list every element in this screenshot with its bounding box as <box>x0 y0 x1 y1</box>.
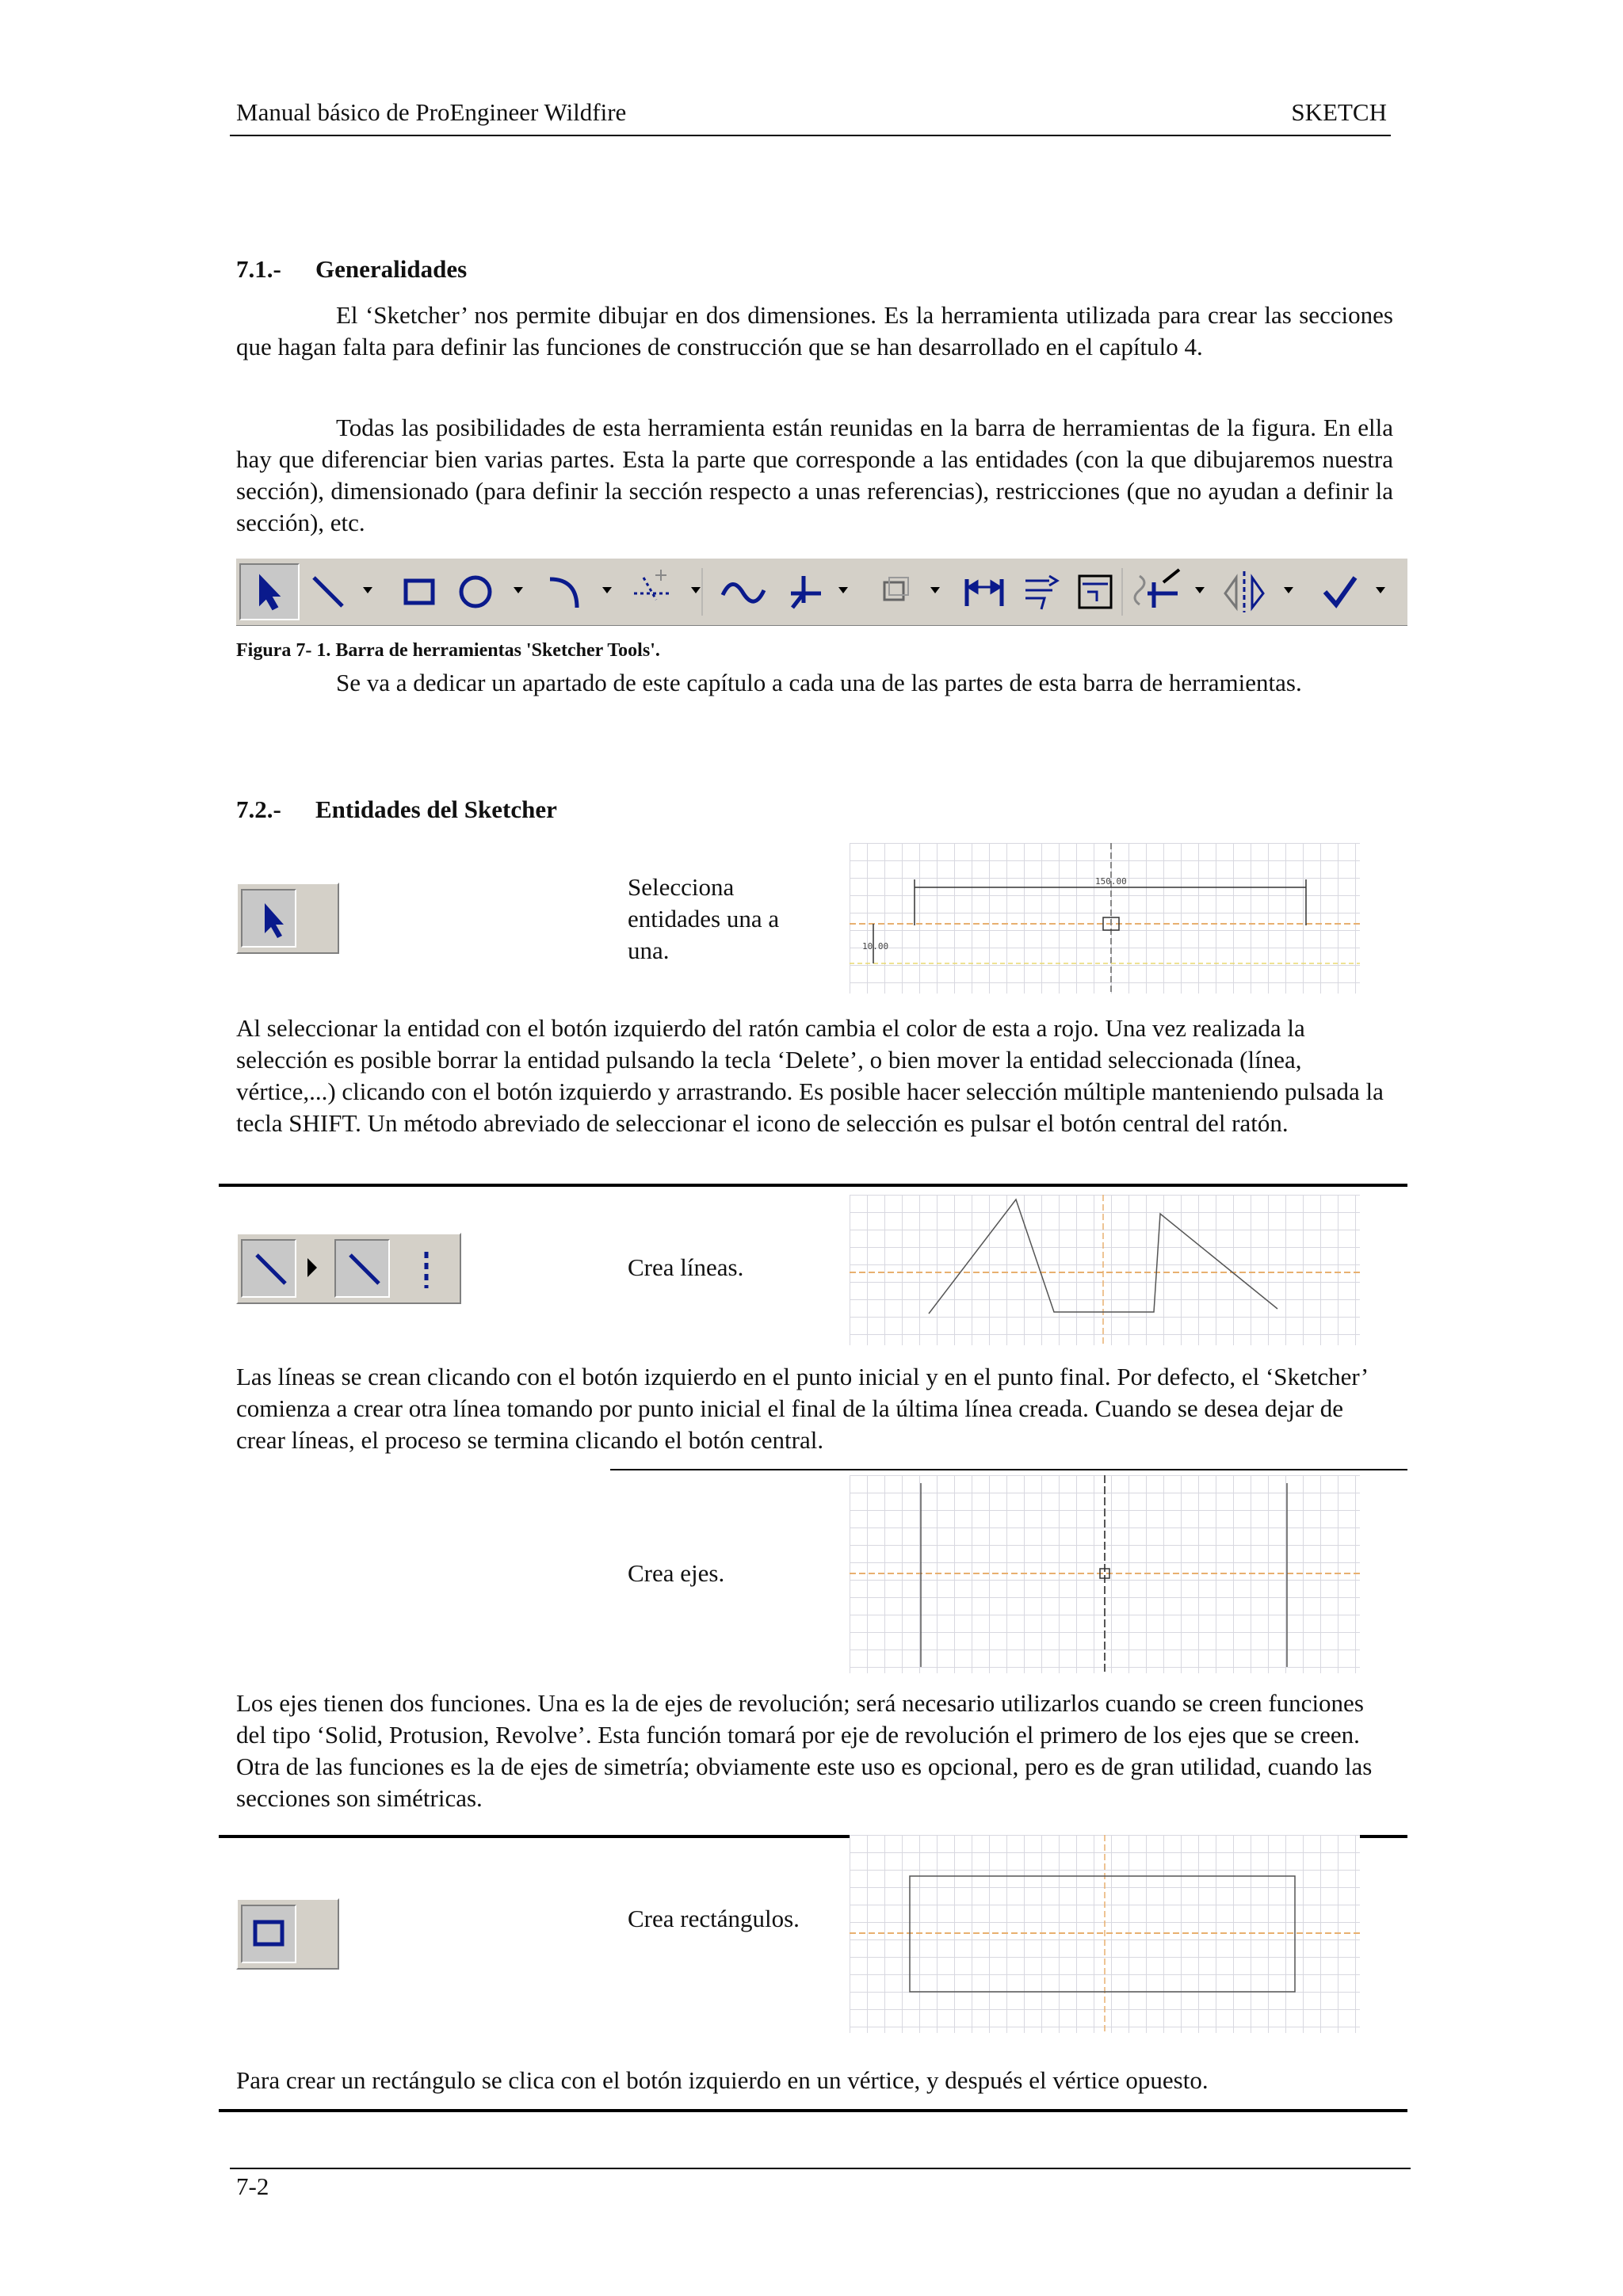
section-7-1-title: Generalidades <box>315 255 468 283</box>
figure-caption: Figura 7- 1. Barra de herramientas 'Sketcher Tools'. <box>236 640 660 661</box>
line-tool-image <box>236 1233 461 1304</box>
dim-150-label: 150.00 <box>1095 876 1127 887</box>
rectangle-tool-image <box>236 1898 339 1970</box>
axis-tool-label: Crea ejes. <box>628 1559 725 1587</box>
mirror-icon[interactable] <box>1225 571 1263 612</box>
section-7-2-title: Entidades del Sketcher <box>315 795 557 823</box>
header-rule <box>230 135 1391 136</box>
circle-icon[interactable] <box>461 578 490 606</box>
line-icon-expanded <box>350 1255 379 1283</box>
select-arrow-icon <box>265 903 284 938</box>
select-tool-description: Al seleccionar la entidad con el botón izquierdo del ratón cambia el color de esta a rojo. Una vez realizada la selección es posible borrar la entidad pulsando la tecla ‘Delete’, o bien mover la entidad seleccionada (línea, vértice,...) clicando con el botón izquierdo y arrastrando. Es posible hacer selección múltiple manteniendo pulsada la tecla SHIFT. Un método abreviado de seleccionar el icono de selección es pulsar el botón central del ratón. <box>236 1014 1384 1137</box>
select-tool-image <box>236 883 339 954</box>
line-tool-description: Las líneas se crean clicando con el botón izquierdo en el punto inicial y en el punto final. Por defecto, el ‘Sketcher’ comienza a crear otra línea tomando por punto inicial el final de la última línea creada. Cuando se desea dejar de crear líneas, el proceso se termina clicando el botón central. <box>236 1363 1367 1454</box>
constraints-icon[interactable] <box>1079 576 1111 608</box>
done-check-icon[interactable] <box>1325 578 1355 605</box>
page-number: 7-2 <box>236 2172 269 2200</box>
paragraph-dedication: Se va a dedicar un apartado de este capítulo a cada una de las partes de esta barra de herramientas. <box>336 669 1302 696</box>
line-icon <box>257 1255 285 1283</box>
divider-4 <box>219 2109 1407 2112</box>
footer-rule <box>230 2168 1411 2169</box>
axis-tool-description: Los ejes tienen dos funciones. Una es la de ejes de revolución; será necesario utilizarlos cuando se creen funciones del tipo ‘Solid, Protusion, Revolve’. Esta función tomará por eje de revolución el primero de los ejes que se creen. Otra de las funciones es la de ejes de simetría; obviamente este uso es opcional, pero es de gran utilidad, cuando las secciones son simétricas. <box>236 1689 1373 1812</box>
sketcher-toolbar <box>236 558 1407 626</box>
header-section: SKETCH <box>1291 98 1387 126</box>
rectangle-sketch-figure <box>850 1835 1360 2033</box>
rectangle-icon <box>255 1922 282 1944</box>
section-7-2-number: 7.2.- <box>236 795 281 823</box>
line-tool-label: Crea líneas. <box>628 1253 744 1281</box>
paragraph-toolbar: Todas las posibilidades de esta herramienta están reunidas en la barra de herramientas de la figura. En ella hay que diferenciar bien varias partes. Esta la parte que corresponde a las entidades (con la que dibujaremos nuestra sección), dimensionado (para definir la sección respecto a unas referencias), restricciones (que no ayudan a definir la sección), etc. <box>236 414 1393 536</box>
spline-icon[interactable] <box>723 584 764 601</box>
header-title: Manual básico de ProEngineer Wildfire <box>236 98 627 126</box>
lines-sketch-figure <box>850 1195 1360 1345</box>
section-7-1-number: 7.1.- <box>236 255 281 283</box>
select-arrow-icon[interactable] <box>260 576 279 609</box>
select-sketch-figure <box>850 843 1360 994</box>
axes-sketch-figure <box>850 1475 1360 1673</box>
dimension-icon[interactable] <box>967 579 1002 606</box>
divider-2 <box>610 1469 1407 1470</box>
rectangle-tool-description: Para crear un rectángulo se clica con el botón izquierdo en un vértice, y después el vértice opuesto. <box>236 2066 1209 2094</box>
modify-icon[interactable] <box>1025 576 1057 609</box>
rectangle-tool-label: Crea rectángulos. <box>628 1905 800 1932</box>
use-edge-icon[interactable] <box>884 578 908 600</box>
paragraph-intro: El ‘Sketcher’ nos permite dibujar en dos dimensiones. Es la herramienta utilizada para crear las secciones que hagan falta para definir las funciones de construcción que se han desarrollado en el capítulo 4. <box>236 301 1393 360</box>
divider-1 <box>219 1184 1407 1187</box>
dim-10-label: 10.00 <box>862 941 889 952</box>
trim-icon[interactable] <box>1135 570 1179 608</box>
coordinate-system-icon[interactable] <box>791 576 821 608</box>
line-icon[interactable] <box>314 578 342 606</box>
arc-icon[interactable] <box>550 579 577 608</box>
rectangle-icon[interactable] <box>406 581 433 603</box>
select-tool-label: Selecciona entidades una a una. <box>628 873 780 964</box>
point-icon[interactable] <box>634 570 672 600</box>
